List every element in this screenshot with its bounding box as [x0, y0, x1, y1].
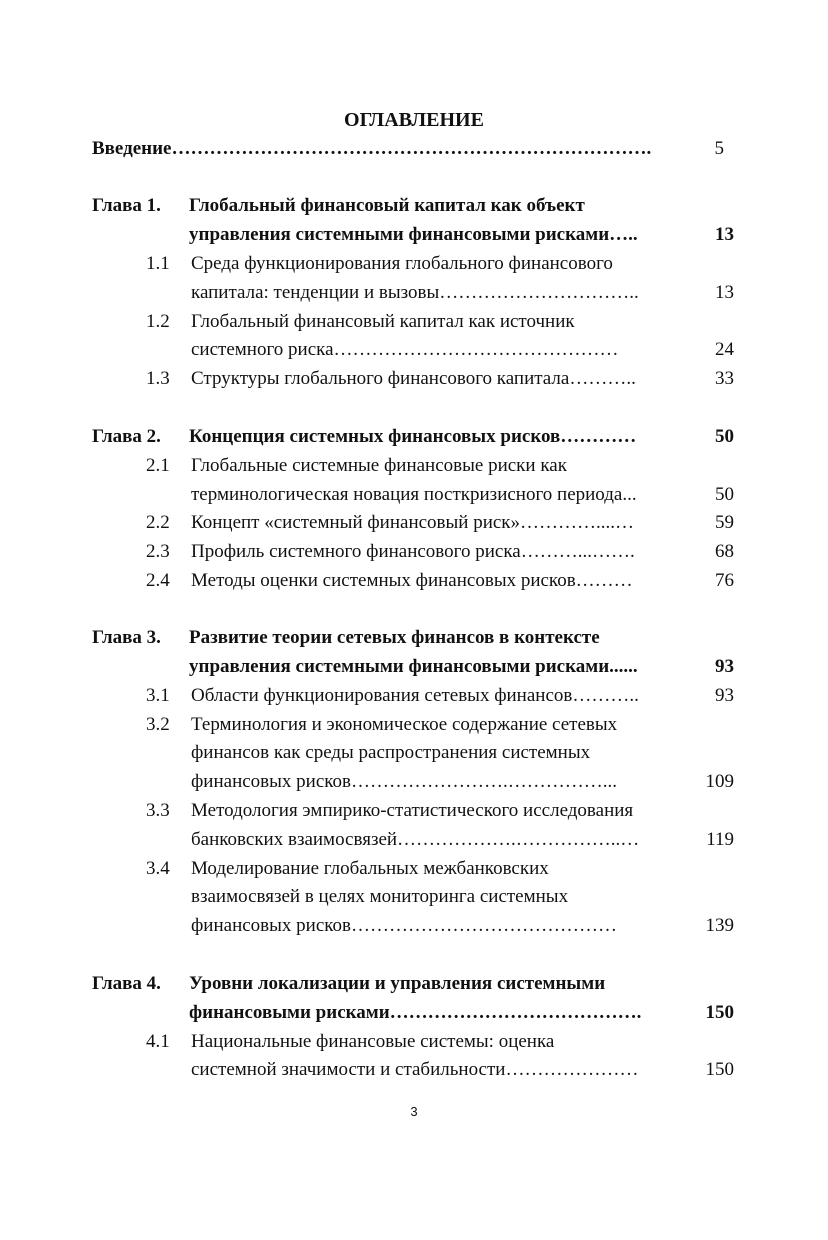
section-page: 13	[715, 282, 734, 303]
section-title-line[interactable]: Структуры глобального финансового капитала………..	[191, 368, 636, 389]
section-title-line[interactable]: Глобальный финансовый капитал как источник	[191, 311, 575, 332]
section-title-line[interactable]: Методология эмпирико-статистического исследования	[191, 800, 634, 821]
section-number: 3.1	[146, 685, 170, 706]
chapter-page: 93	[715, 656, 734, 677]
section-page: 50	[715, 484, 734, 505]
section-title-line[interactable]: Моделирование глобальных межбанковских	[191, 858, 549, 879]
section-title-line[interactable]: финансовых рисков…………………….……………...	[191, 771, 618, 792]
section-page: 24	[715, 339, 734, 360]
section-title-line[interactable]: Глобальные системные финансовые риски как	[191, 455, 567, 476]
section-number: 2.1	[146, 455, 170, 476]
section-title-line[interactable]: Профиль системного финансового риска………...…….	[191, 541, 635, 562]
chapter-label: Глава 2.	[92, 426, 161, 447]
section-number: 3.3	[146, 800, 170, 821]
section-title-line[interactable]: системного риска………………………………………	[191, 339, 619, 360]
section-title-line[interactable]: финансов как среды распространения системных	[191, 742, 591, 763]
intro-page: 5	[714, 138, 724, 159]
chapter-title-line[interactable]: Концепция системных финансовых рисков…………	[189, 426, 637, 447]
section-title-line[interactable]: Области функционирования сетевых финансов………..	[191, 685, 639, 706]
section-number: 1.3	[146, 368, 170, 389]
section-title-line[interactable]: взаимосвязей в целях мониторинга системных	[191, 886, 569, 907]
chapter-title-line[interactable]: Развитие теории сетевых финансов в контексте	[189, 627, 600, 648]
section-number: 1.1	[146, 253, 170, 274]
section-title-line[interactable]: финансовых рисков……………………………………	[191, 915, 618, 936]
intro-title[interactable]: Введение………………………………………………………………….	[92, 138, 652, 159]
chapter-title-line[interactable]: Уровни локализации и управления системными	[189, 973, 606, 994]
section-number: 2.4	[146, 570, 170, 591]
section-title-line[interactable]: Национальные финансовые системы: оценка	[191, 1031, 555, 1052]
section-title-line[interactable]: Концепт «системный финансовый риск»…………....…	[191, 512, 635, 533]
section-title-line[interactable]: капитала: тенденции и вызовы…………………………..	[191, 282, 639, 303]
chapter-label: Глава 3.	[92, 627, 161, 648]
section-title-line[interactable]: банковских взаимосвязей……………….……………..…	[191, 829, 640, 850]
section-number: 2.3	[146, 541, 170, 562]
section-number: 3.4	[146, 858, 170, 879]
section-page: 109	[705, 771, 734, 792]
section-page: 119	[706, 829, 734, 850]
section-page: 68	[715, 541, 734, 562]
section-title-line[interactable]: Среда функционирования глобального финансового	[191, 253, 613, 274]
chapter-title-line[interactable]: Глобальный финансовый капитал как объект	[189, 195, 585, 216]
section-number: 3.2	[146, 714, 170, 735]
chapter-page: 50	[715, 426, 734, 447]
section-title-line[interactable]: системной значимости и стабильности…………………	[191, 1059, 639, 1080]
section-page: 93	[715, 685, 734, 706]
section-title-line[interactable]: Методы оценки системных финансовых рисков………	[191, 570, 633, 591]
section-page: 76	[715, 570, 734, 591]
chapter-title-line[interactable]: управления системными финансовыми рисками......	[189, 656, 638, 677]
section-number: 1.2	[146, 311, 170, 332]
section-number: 2.2	[146, 512, 170, 533]
section-page: 139	[705, 915, 734, 936]
section-title-line[interactable]: терминологическая новация посткризисного периода...	[191, 484, 637, 505]
chapter-label: Глава 1.	[92, 195, 161, 216]
chapter-page: 13	[715, 224, 734, 245]
section-page: 150	[705, 1059, 734, 1080]
chapter-title-line[interactable]: управления системными финансовыми рисками…..	[189, 224, 638, 245]
section-title-line[interactable]: Терминология и экономическое содержание сетевых	[191, 714, 618, 735]
toc-title: ОГЛАВЛЕНИЕ	[344, 109, 484, 131]
section-number: 4.1	[146, 1031, 170, 1052]
chapter-title-line[interactable]: финансовыми рисками………………………………….	[189, 1002, 642, 1023]
section-page: 59	[715, 512, 734, 533]
page-number: 3	[410, 1104, 418, 1119]
chapter-page: 150	[705, 1002, 734, 1023]
section-page: 33	[715, 368, 734, 389]
chapter-label: Глава 4.	[92, 973, 161, 994]
